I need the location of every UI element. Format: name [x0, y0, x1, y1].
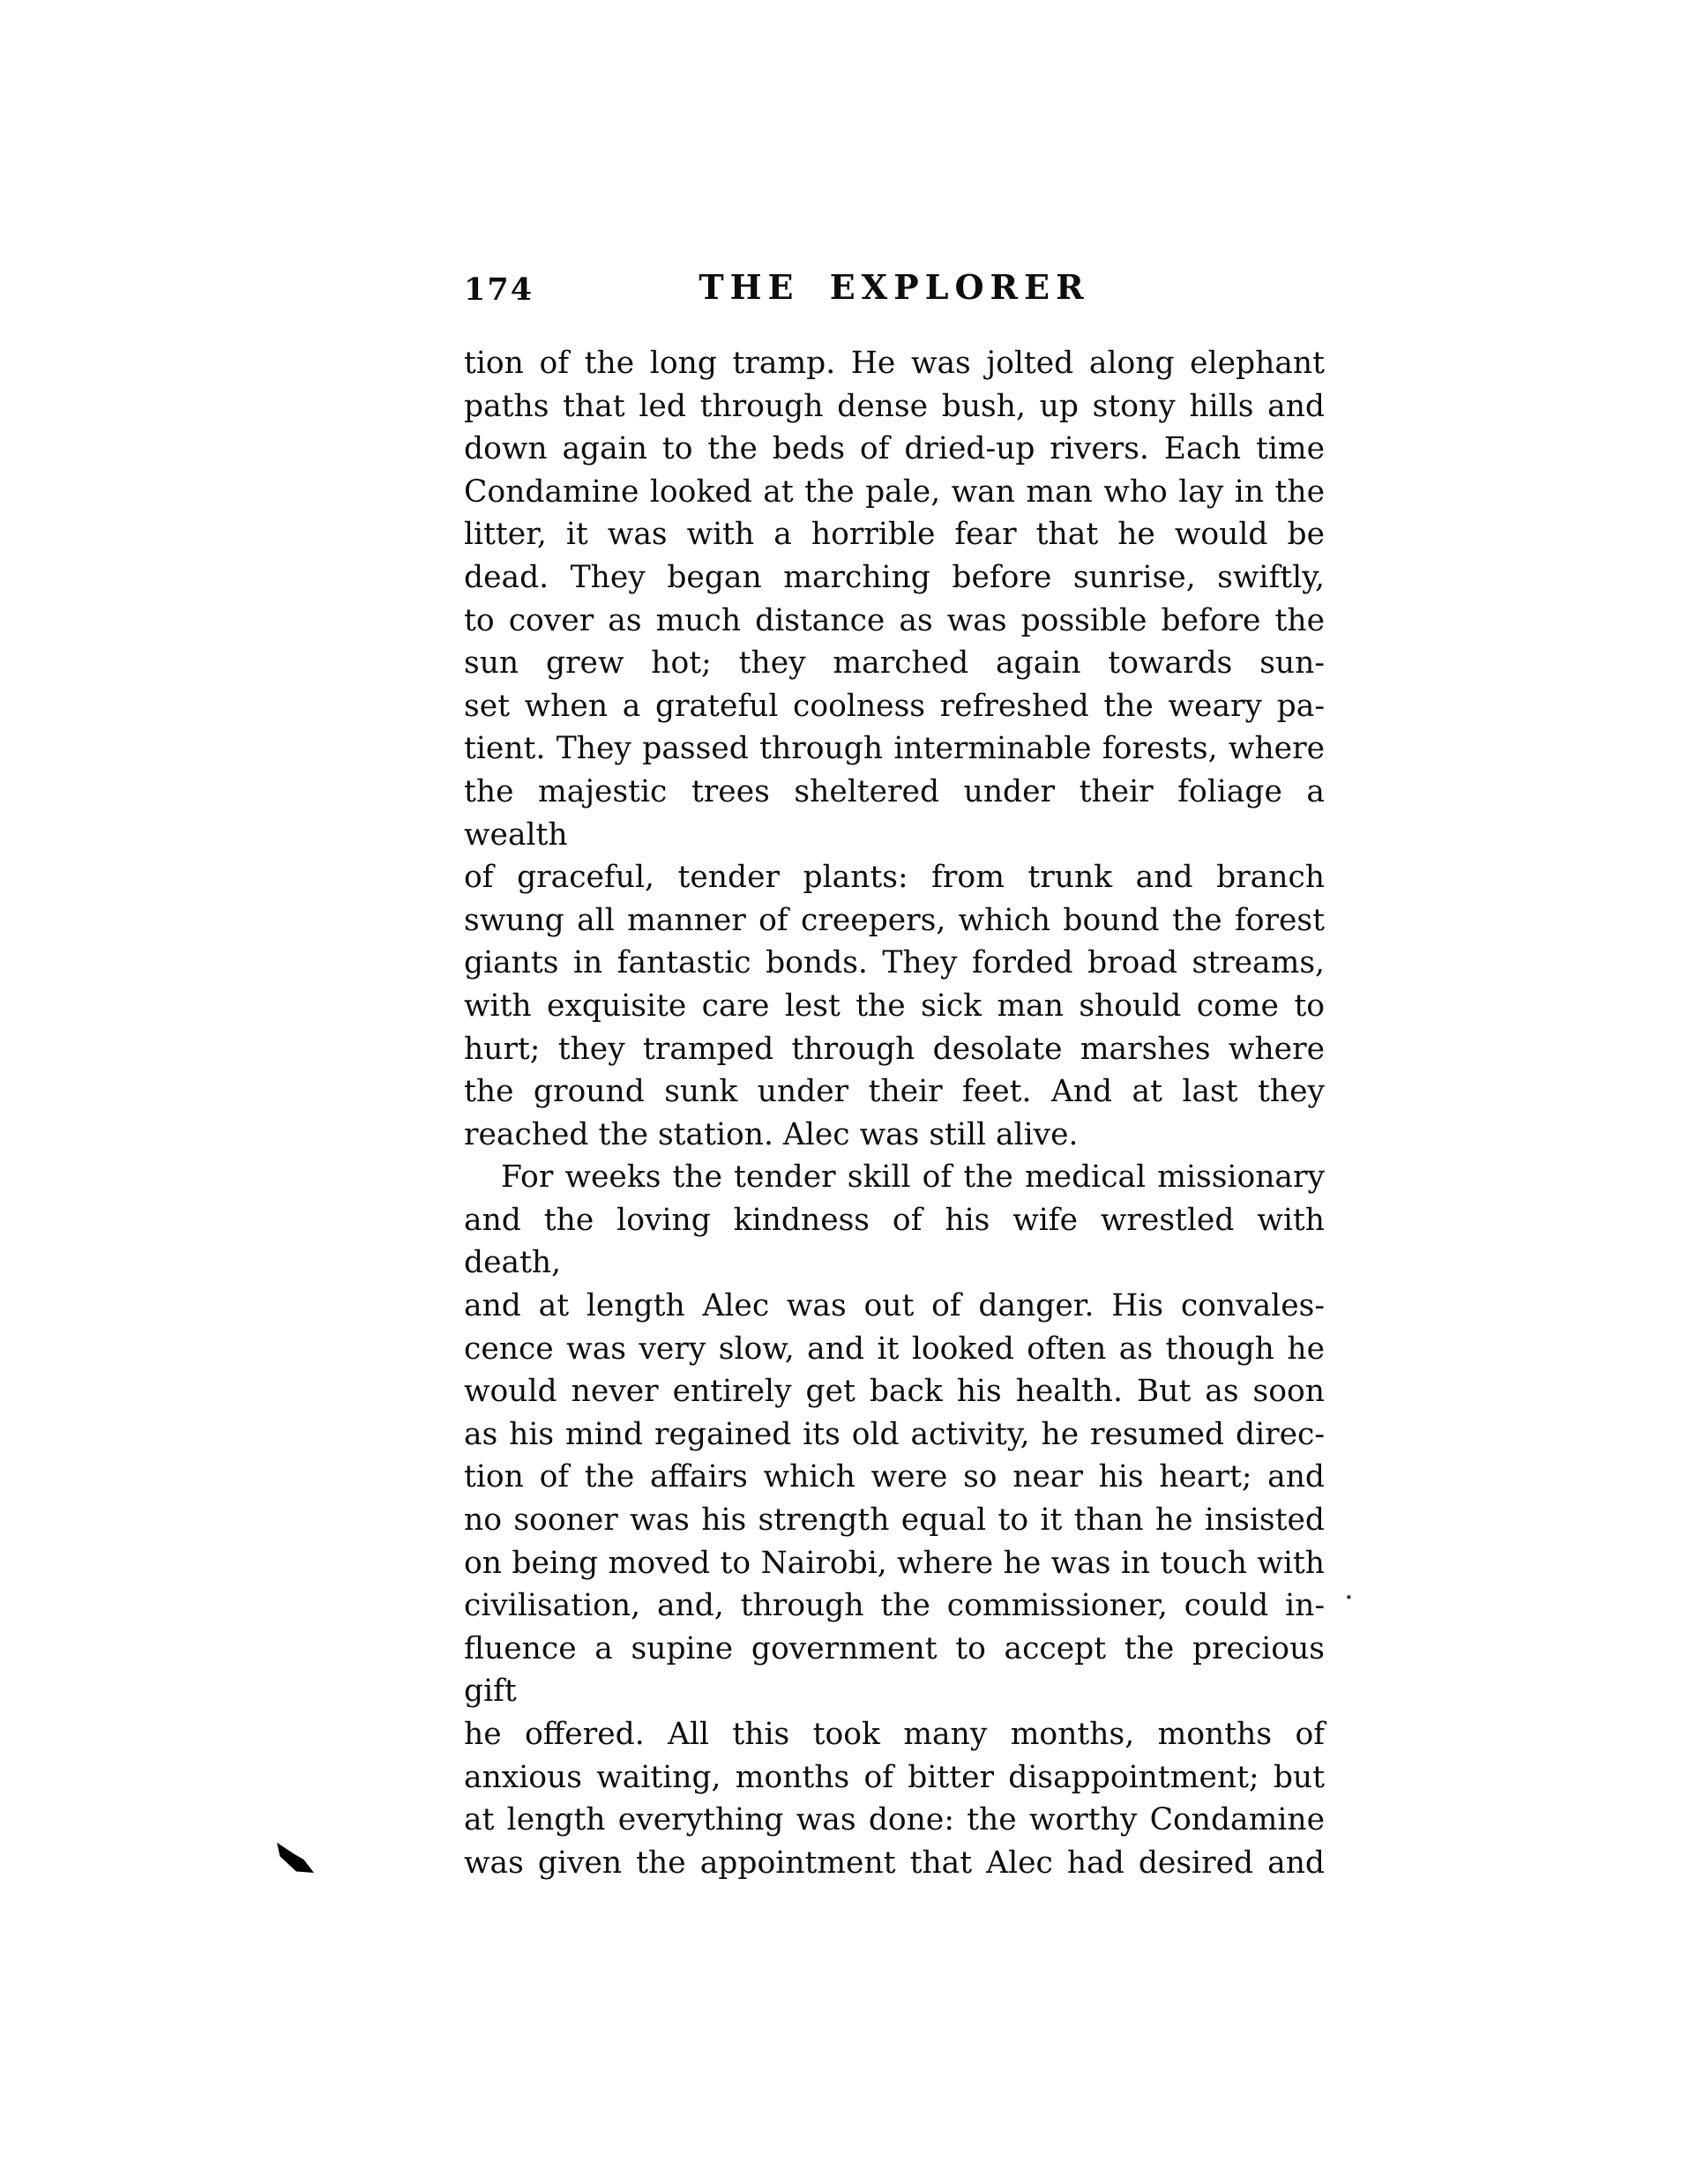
ink-blot-artifact — [277, 1841, 314, 1873]
text-line: of graceful, tender plants: from trunk and branch — [464, 860, 1325, 896]
text-line: set when a grateful coolness refreshed the weary pa- — [464, 688, 1325, 724]
text-line: tion of the long tramp. He was jolted along elephant — [464, 346, 1325, 381]
text-line: dead. They began marching before sunrise, swiftly, — [464, 559, 1325, 595]
page-header — [464, 267, 1325, 313]
stray-dot-artifact: · — [1344, 1580, 1354, 1615]
text-line: sun grew hot; they marched again towards sun- — [464, 645, 1325, 682]
text-line: at length everything was done: the worthy Condamine — [464, 1802, 1325, 1838]
text-line: Condamine looked at the pale, wan man who lay in the — [464, 473, 1325, 510]
page-body — [464, 342, 1325, 1884]
text-line: fluence a supine government to accept the precious gift — [464, 1630, 1325, 1710]
text-line-paragraph-end: reached the station. Alec was still alive. — [464, 1116, 1079, 1152]
text-line: the majestic trees sheltered under their foliage a wealth — [464, 773, 1325, 853]
text-line: anxious waiting, months of bitter disappointment; but — [464, 1759, 1325, 1795]
page-number: 174 — [464, 272, 534, 308]
text-line: civilisation, and, through the commissioner, could in- — [464, 1588, 1325, 1624]
text-line: giants in fantastic bonds. They forded broad streams, — [464, 945, 1325, 981]
text-line: with exquisite care lest the sick man should come to — [464, 988, 1325, 1024]
text-line: to cover as much distance as was possible before the — [464, 602, 1325, 638]
text-line: the ground sunk under their feet. And at last they — [464, 1074, 1325, 1110]
text-line: would never entirely get back his health. But as soon — [464, 1374, 1325, 1410]
text-line-paragraph-start: For weeks the tender skill of the medical missionary — [501, 1159, 1325, 1196]
text-line: down again to the beds of dried-up rivers. Each time — [464, 431, 1325, 467]
text-line: on being moved to Nairobi, where he was in touch with — [464, 1545, 1325, 1581]
text-line: and the loving kindness of his wife wrestled with death, — [464, 1202, 1325, 1281]
text-line: tient. They passed through interminable forests, where — [464, 731, 1325, 767]
text-line: hurt; they tramped through desolate marshes where — [464, 1031, 1325, 1067]
text-line: paths that led through dense bush, up stony hills and — [464, 388, 1325, 424]
text-line: he offered. All this took many months, months of — [464, 1717, 1325, 1752]
page-title: THE EXPLORER — [699, 267, 1090, 307]
text-line: and at length Alec was out of danger. His convales- — [464, 1288, 1325, 1324]
text-line: cence was very slow, and it looked often as though he — [464, 1331, 1325, 1367]
text-line: no sooner was his strength equal to it than he insisted — [464, 1502, 1325, 1539]
text-line: litter, it was with a horrible fear that he would be — [464, 517, 1325, 553]
text-line: as his mind regained its old activity, he resumed direc- — [464, 1416, 1325, 1452]
text-line: tion of the affairs which were so near his heart; and — [464, 1459, 1325, 1495]
text-line: was given the appointment that Alec had desired and — [464, 1845, 1325, 1881]
text-line: swung all manner of creepers, which bound the forest — [464, 902, 1325, 938]
